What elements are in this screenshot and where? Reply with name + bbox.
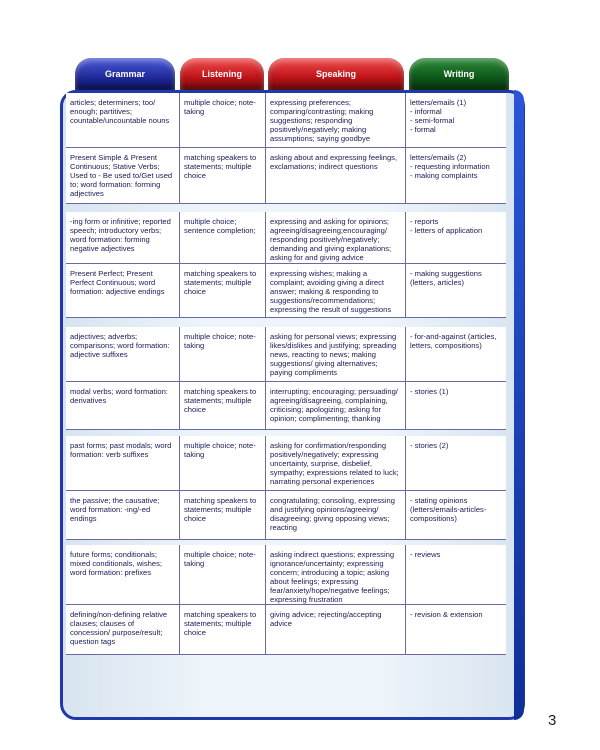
- speaking-cell: asking for personal views; expressing likes/dislikes and justifying; spreading news, reacting to news; making suggestions/ giving alternatives; paying compliments: [266, 327, 406, 381]
- writing-cell: - reviews: [410, 550, 441, 559]
- table-row: [66, 382, 506, 430]
- table-row: [66, 436, 506, 491]
- table-row: [66, 491, 506, 540]
- speaking-cell: asking indirect questions; expressing ignorance/uncertainty; expressing concern; introducing a topic; asking about feelings; expressing fear/anxiety/hope/negative feelings; expressing frustration: [266, 545, 406, 604]
- listening-cell: multiple choice; note-taking: [180, 436, 266, 490]
- table-row: [66, 605, 506, 655]
- table-row: [66, 148, 506, 204]
- page-number: 3: [548, 712, 557, 729]
- grammar-cell: articles; determiners; too/ enough; partitives; countable/uncountable nouns: [66, 93, 180, 147]
- speaking-cell: asking about and expressing feelings, exclamations; indirect questions: [266, 148, 406, 203]
- writing-cell: - reports - letters of application: [410, 217, 483, 236]
- listening-cell: multiple choice; note- taking: [180, 327, 266, 381]
- grammar-cell: the passive; the causative; word formation: -ing/-ed endings: [66, 491, 180, 539]
- grammar-cell: Present Simple & Present Continuous; Stative Verbs; Used to - Be used to/Get used to; word formation: forming adjectives: [66, 148, 180, 203]
- header-writing: Writing: [409, 58, 509, 90]
- header-speaking: Speaking: [268, 58, 404, 90]
- speaking-cell: expressing wishes; making a complaint; avoiding giving a direct answer; making & responding to suggestions/recommendations; expressing the result of suggestions: [266, 264, 406, 317]
- listening-cell: matching speakers to statements; multiple choice: [180, 264, 266, 317]
- writing-cell: letters/emails (1) - informal - semi-formal - formal: [410, 98, 467, 135]
- grammar-cell: Present Perfect; Present Perfect Continuous; word formation: adjective endings: [66, 264, 180, 317]
- header-listening: Listening: [180, 58, 264, 90]
- speaking-cell: expressing preferences; comparing/contrasting; making suggestions; responding positively/negatively; making assumptions; saying goodbye: [266, 93, 406, 147]
- speaking-cell: asking for confirmation/responding positively/negatively; expressing uncertainty, surprise, disbelief, sympathy; expressions related to luck; narrating personal experiences: [266, 436, 406, 490]
- grammar-cell: defining/non-defining relative clauses; clauses of concession/ purpose/result; question tags: [66, 605, 180, 654]
- table-row: [66, 327, 506, 382]
- listening-cell: matching speakers to statements; multiple choice: [180, 605, 266, 654]
- listening-cell: multiple choice; sentence completion;: [180, 212, 266, 263]
- table-row: [66, 93, 506, 148]
- table-row: [66, 212, 506, 264]
- header-grammar: Grammar: [75, 58, 175, 90]
- listening-cell: matching speakers to statements; multiple choice: [180, 491, 266, 539]
- listening-cell: multiple choice; note- taking: [180, 93, 266, 147]
- column-headers: [0, 58, 600, 90]
- table-row: [66, 545, 506, 605]
- listening-cell: matching speakers to statements; multiple choice: [180, 148, 266, 203]
- grammar-cell: future forms; conditionals; mixed conditionals, wishes; word formation: prefixes: [66, 545, 180, 604]
- grammar-cell: past forms; past modals; word formation: verb suffixes: [66, 436, 180, 490]
- writing-cell: - stories (1): [410, 387, 449, 396]
- listening-cell: matching speakers to statements; multiple choice: [180, 382, 266, 429]
- frame-accent: [514, 90, 524, 720]
- speaking-cell: expressing and asking for opinions; agreeing/disagreeing;encouraging/ responding positively/negatively; demanding and giving explanations; asking for and giving advice: [266, 212, 406, 263]
- writing-cell: - stories (2): [410, 441, 449, 450]
- speaking-cell: congratulating; consoling, expressing and justifying opinions/agreeing/ disagreeing; giving opposing views; reacting: [266, 491, 406, 539]
- grammar-cell: -ing form or infinitive; reported speech; introductory verbs; word formation: forming negative adjectives: [66, 212, 180, 263]
- writing-cell: letters/emails (2) - requesting information - making complaints: [410, 153, 490, 181]
- writing-cell: - stating opinions (letters/emails-articles-compositions): [410, 496, 487, 524]
- writing-cell: - for-and-against (articles, letters, compositions): [410, 332, 497, 351]
- writing-cell: - making suggestions (letters, articles): [410, 269, 482, 288]
- grammar-cell: modal verbs; word formation: derivatives: [66, 382, 180, 429]
- grammar-cell: adjectives; adverbs; comparisons; word formation: adjective suffixes: [66, 327, 180, 381]
- table-row: [66, 264, 506, 318]
- listening-cell: multiple choice; note-taking: [180, 545, 266, 604]
- speaking-cell: giving advice; rejecting/accepting advice: [266, 605, 406, 654]
- writing-cell: - revision & extension: [410, 610, 483, 619]
- speaking-cell: interrupting; encouraging; persuading/ agreeing/disagreeing, complaining, criticising; apologizing; asking for opinion; complimenting; thanking: [266, 382, 406, 429]
